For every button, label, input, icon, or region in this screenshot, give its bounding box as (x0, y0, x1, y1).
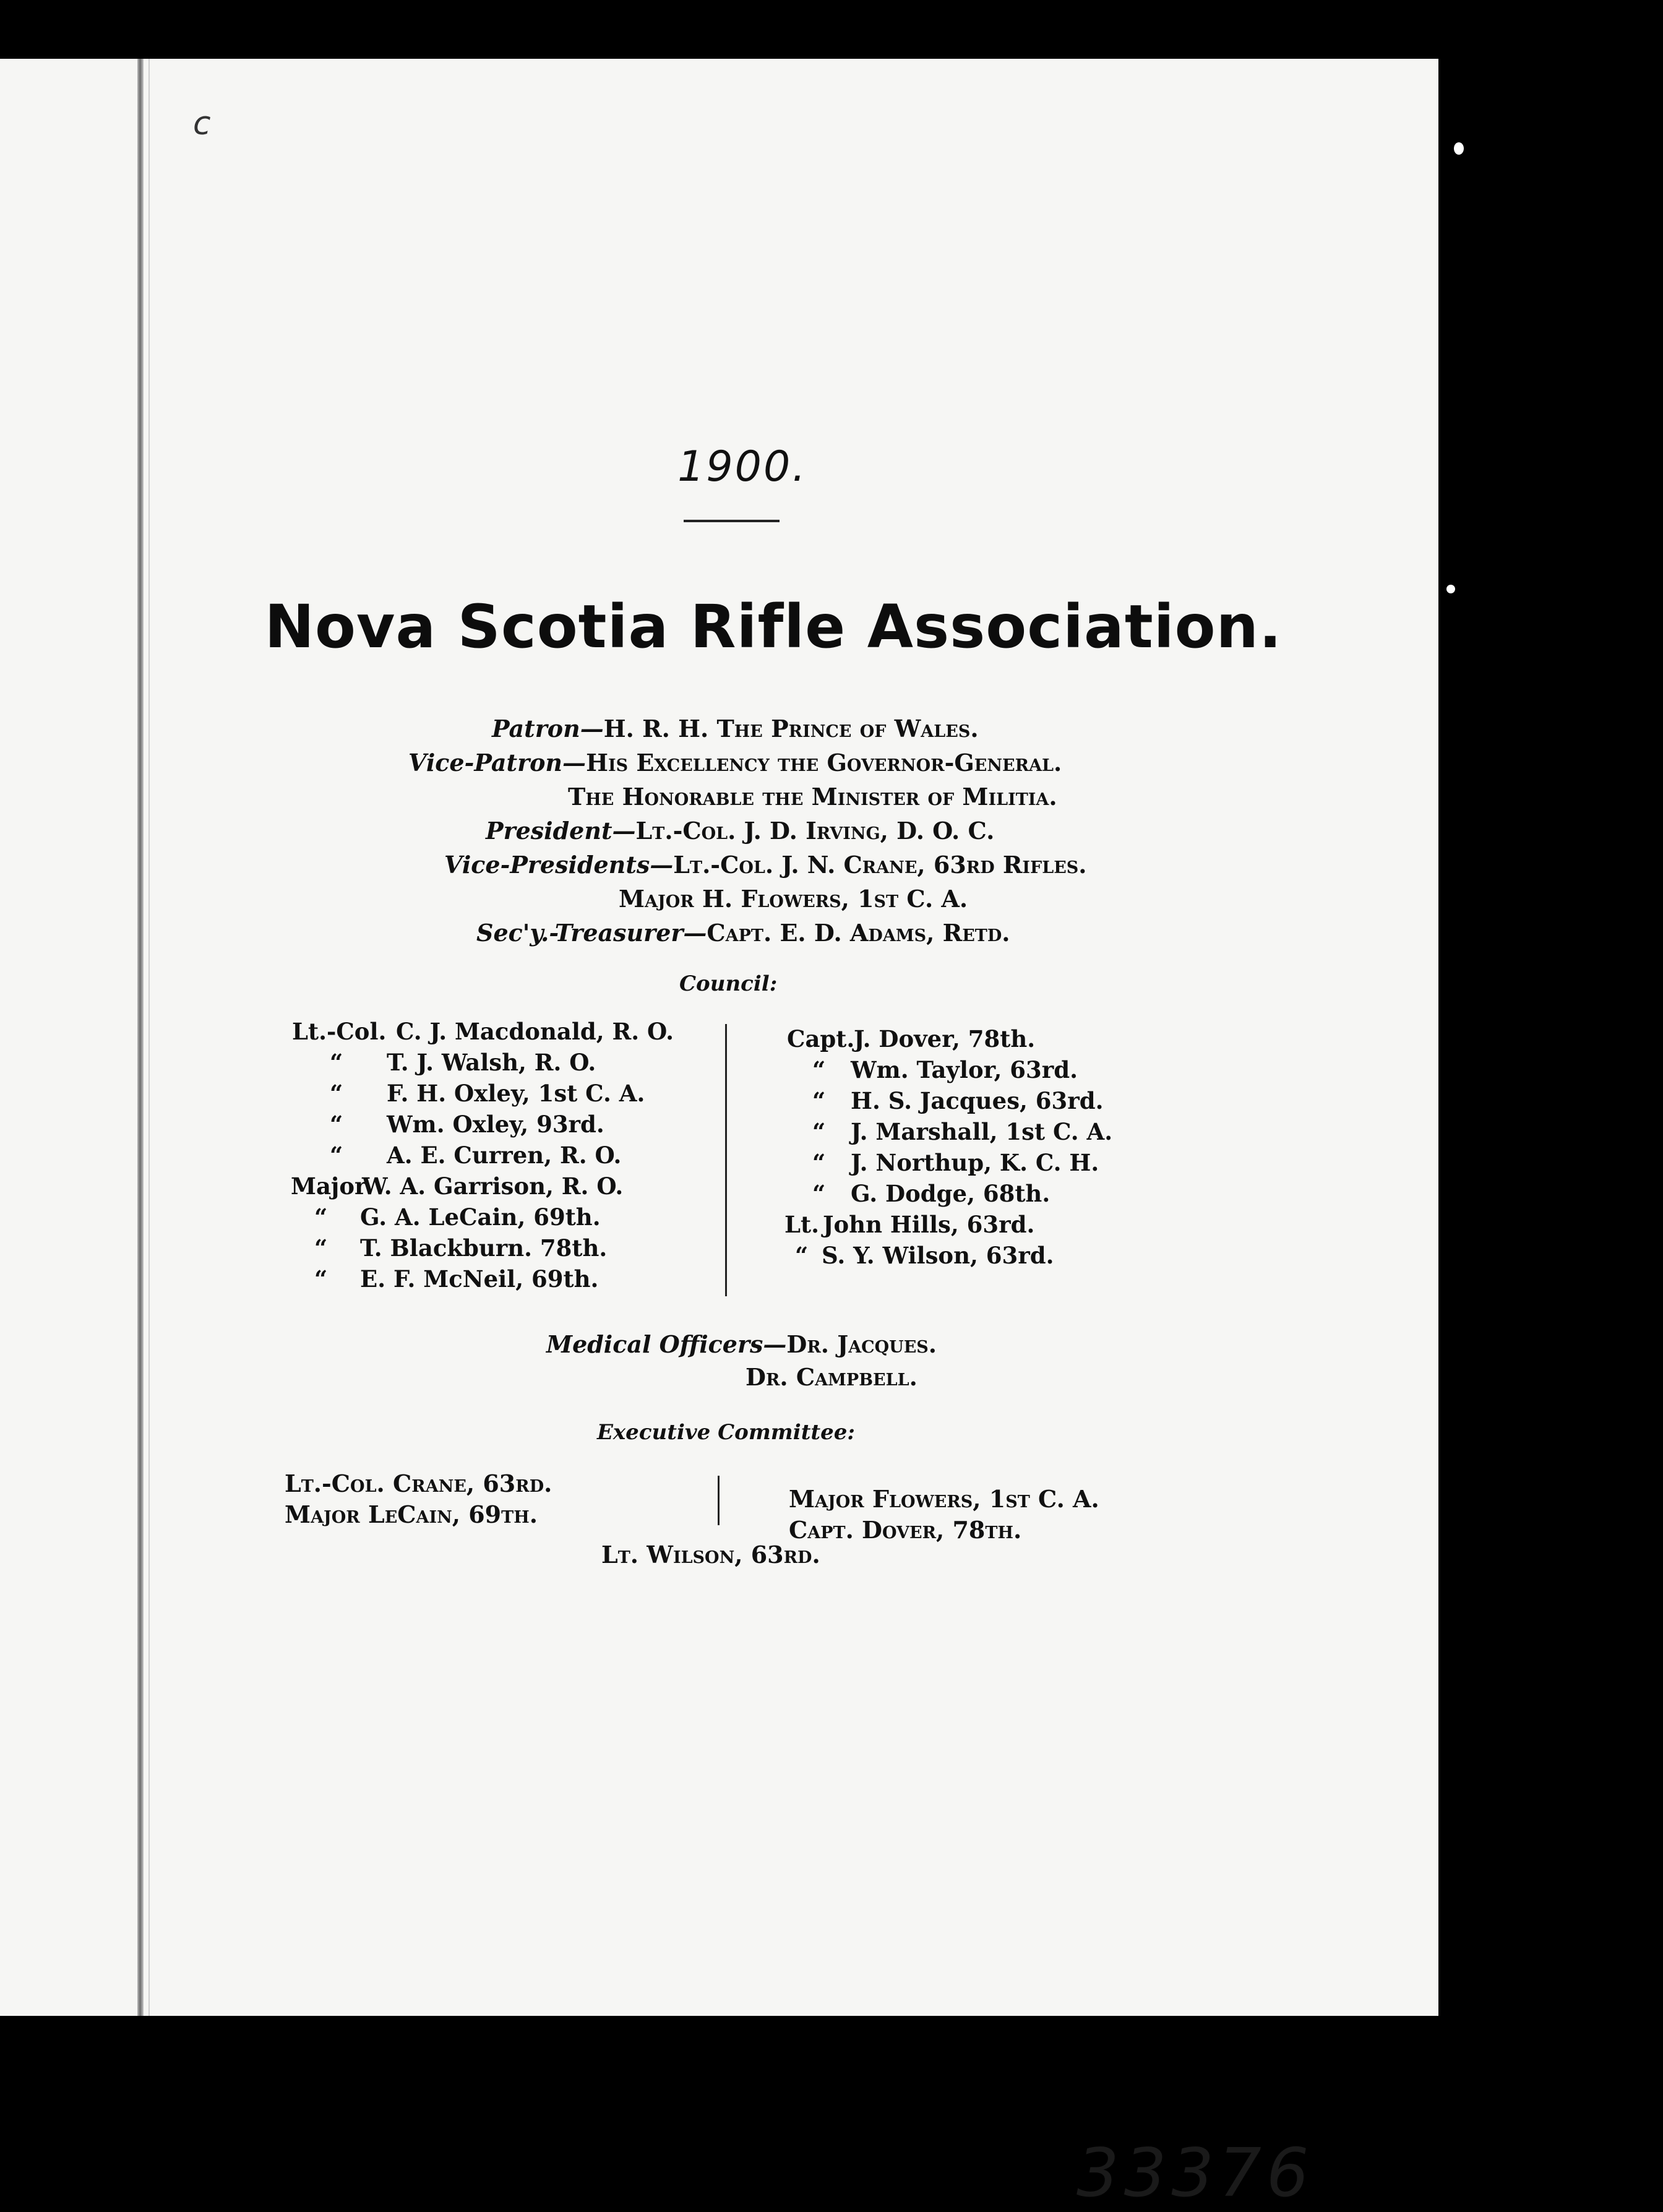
council-right-name-2: Wm. Taylor, 63rd. (851, 1056, 1078, 1083)
council-left-name-2: T. J. Walsh, R. O. (387, 1049, 596, 1076)
year-heading: 1900. (677, 442, 807, 491)
officer-secretary-treasurer: Sec'y.-Treasurer—Capt. E. D. Adams, Retd. (476, 919, 1010, 947)
page-spine-edge (148, 59, 150, 2016)
council-right-prefix-5: “ (812, 1149, 826, 1176)
year-rule (684, 520, 780, 522)
council-left-prefix-3: “ (330, 1080, 343, 1107)
council-left-prefix-5: “ (330, 1142, 343, 1169)
council-left-name-1: C. J. Macdonald, R. O. (396, 1018, 674, 1045)
council-right-prefix-1: Capt. (787, 1025, 855, 1052)
council-left-name-7: G. A. LeCain, 69th. (360, 1203, 601, 1231)
council-left-name-9: E. F. McNeil, 69th. (360, 1265, 599, 1293)
council-right-name-8: S. Y. Wilson, 63rd. (822, 1242, 1054, 1269)
council-left-prefix-6: Major (291, 1173, 367, 1200)
exec-right-1: Major Flowers, 1st C. A. (789, 1485, 1099, 1513)
handwritten-accession-number: 33376 (1076, 2135, 1314, 2212)
council-right-prefix-2: “ (812, 1056, 826, 1083)
council-right-name-6: G. Dodge, 68th. (851, 1180, 1051, 1207)
binding-hole (1446, 585, 1455, 593)
council-left-name-5: A. E. Curren, R. O. (387, 1142, 622, 1169)
corner-mark: c (193, 105, 211, 142)
council-right-prefix-8: “ (795, 1242, 809, 1269)
council-left-prefix-4: “ (330, 1111, 343, 1138)
council-left-prefix-7: “ (314, 1203, 328, 1231)
exec-right-2: Capt. Dover, 78th. (789, 1516, 1022, 1544)
council-right-name-1: J. Dover, 78th. (854, 1025, 1036, 1052)
page-spine (137, 59, 144, 2016)
council-right-name-5: J. Northup, K. C. H. (851, 1149, 1099, 1176)
council-left-name-6: W. A. Garrison, R. O. (362, 1173, 624, 1200)
council-right-name-3: H. S. Jacques, 63rd. (851, 1087, 1104, 1114)
officer-minister: The Honorable the Minister of Militia. (568, 783, 1057, 811)
exec-left-2: Major LeCain, 69th. (285, 1500, 538, 1528)
medical-officer-2: Dr. Campbell. (746, 1363, 917, 1391)
officer-vice-patron: Vice-Patron—His Excellency the Governor-General. (408, 749, 1062, 777)
officer-vice-presidents: Vice-Presidents—Lt.-Col. J. N. Crane, 63rd Rifles. (444, 851, 1087, 879)
council-left-prefix-2: “ (330, 1049, 343, 1076)
binding-hole (1454, 142, 1464, 155)
page-title: Nova Scotia Rifle Association. (264, 592, 1283, 661)
officer-patron: Patron—H. R. H. The Prince of Wales. (492, 715, 979, 742)
executive-heading: Executive Committee: (597, 1420, 855, 1445)
council-left-name-4: Wm. Oxley, 93rd. (387, 1111, 604, 1138)
council-right-prefix-3: “ (812, 1087, 826, 1114)
council-left-name-3: F. H. Oxley, 1st C. A. (387, 1080, 645, 1107)
exec-divider (718, 1476, 720, 1525)
council-left-name-8: T. Blackburn. 78th. (360, 1234, 608, 1262)
council-left-prefix-8: “ (314, 1234, 328, 1262)
council-right-name-7: John Hills, 63rd. (823, 1211, 1035, 1238)
officer-vice-president-2: Major H. Flowers, 1st C. A. (619, 885, 968, 913)
council-right-prefix-4: “ (812, 1118, 826, 1145)
council-heading: Council: (679, 971, 778, 996)
council-right-name-4: J. Marshall, 1st C. A. (851, 1118, 1113, 1145)
council-left-prefix-9: “ (314, 1265, 328, 1293)
exec-left-1: Lt.-Col. Crane, 63rd. (285, 1470, 552, 1497)
council-right-prefix-7: Lt. (784, 1211, 819, 1238)
exec-center: Lt. Wilson, 63rd. (601, 1541, 820, 1569)
officer-president: President—Lt.-Col. J. D. Irving, D. O. C. (486, 817, 995, 845)
medical-officers: Medical Officers—Dr. Jacques. (546, 1330, 937, 1358)
council-divider (725, 1024, 727, 1296)
document-page (0, 59, 1438, 2212)
council-left-prefix-1: Lt.-Col. (292, 1018, 387, 1045)
council-right-prefix-6: “ (812, 1180, 826, 1207)
